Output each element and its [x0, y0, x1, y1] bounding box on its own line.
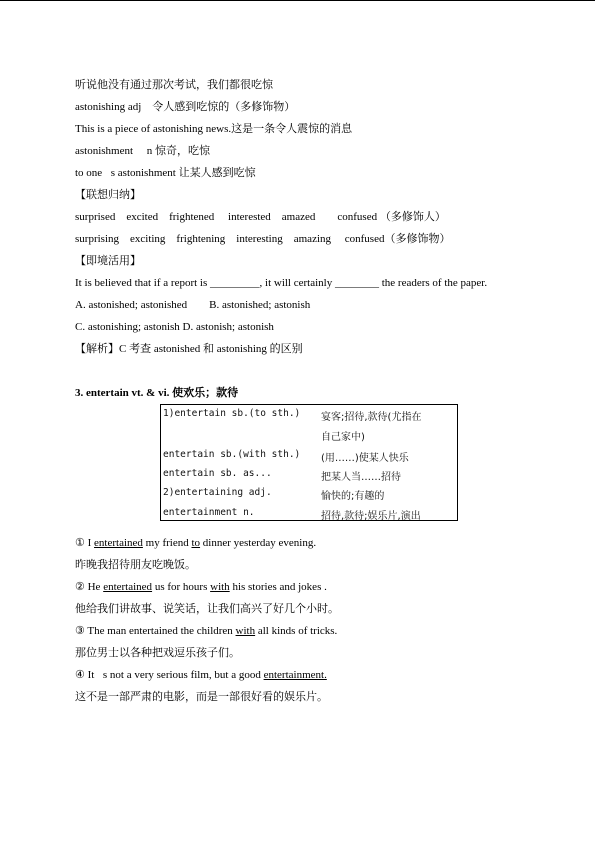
- example-sentence: [75, 580, 327, 594]
- example-translation: 这不是一部严肃的电影，而是一部很好看的娱乐片。: [75, 691, 328, 703]
- example-sentence: [75, 536, 316, 550]
- text-line: surprising exciting frightening interesting amazing confused（多修饰物）: [75, 233, 451, 245]
- example-translation: 昨晚我招待朋友吃晚饭。: [75, 559, 196, 571]
- example-sentence: [75, 668, 327, 682]
- underlined-word: to: [191, 537, 201, 549]
- example-translation: 那位男士以各种把戏逗乐孩子们。: [75, 647, 240, 659]
- answer-options: C. astonishing; astonish D. astonish; astonish: [75, 321, 274, 333]
- text-line: surprised excited frightened interested amazed confused （多修饰人）: [75, 211, 446, 223]
- text-span: ② He: [75, 581, 104, 593]
- underlined-word: entertained: [94, 537, 143, 549]
- table-cell: 把某人当……招待: [321, 472, 401, 483]
- text-line: This is a piece of astonishing news.这是一条令人震惊的消息: [75, 123, 353, 135]
- underlined-word: entertained: [103, 581, 153, 593]
- underlined-word: with: [235, 625, 256, 637]
- question-text: It is believed that if a report is _________, it will certainly ________ the readers of the paper.: [75, 277, 488, 289]
- underlined-word: entertainment.: [263, 669, 327, 681]
- table-cell: entertain sb.(with sth.): [163, 449, 301, 460]
- text-line: to one s astonishment 让某人感到吃惊: [75, 167, 256, 179]
- explanation: 【解析】C 考查 astonished 和 astonishing 的区别: [75, 343, 303, 355]
- text-line: 听说他没有通过那次考试，我们都很吃惊: [75, 79, 273, 91]
- table-cell: entertainment n.: [163, 507, 255, 518]
- table-cell: 宴客;招待,款待(尤指在: [321, 412, 422, 423]
- text-line: astonishing adj 令人感到吃惊的（多修饰物）: [75, 101, 296, 113]
- section-heading: 3. entertain vt. & vi. 使欢乐；款待: [75, 387, 239, 399]
- table-cell: (用……)使某人快乐: [321, 453, 409, 464]
- text-span: all kinds of tricks.: [255, 625, 338, 637]
- table-cell: entertain sb. as...: [163, 468, 272, 479]
- table-cell: 自己家中): [321, 432, 365, 443]
- underlined-word: with: [210, 581, 230, 593]
- section-label: 【即境活用】: [75, 255, 141, 267]
- answer-options: A. astonished; astonished B. astonished; astonish: [75, 299, 311, 311]
- text-span: ③ The man entertained the children: [75, 625, 236, 637]
- example-translation: 他给我们讲故事、说笑话，让我们高兴了好几个小时。: [75, 603, 339, 615]
- text-span: my friend: [142, 537, 192, 549]
- text-span: his stories and jokes .: [229, 581, 327, 593]
- text-span: us for hours: [152, 581, 211, 593]
- table-cell: 愉快的;有趣的: [321, 491, 385, 502]
- text-span: ④ It s not a very serious film, but a good: [75, 669, 264, 681]
- text-span: ① I: [75, 537, 95, 549]
- text-span: dinner yesterday evening.: [200, 537, 317, 549]
- section-label: 【联想归纳】: [75, 189, 141, 201]
- example-sentence: [75, 624, 337, 638]
- text-line: astonishment n 惊奇，吃惊: [75, 145, 211, 157]
- top-border: [0, 0, 595, 1]
- table-cell: 招待,款待;娱乐片,演出: [321, 511, 421, 522]
- table-cell: 1)entertain sb.(to sth.): [163, 408, 301, 419]
- usage-table: [160, 404, 458, 521]
- table-cell: 2)entertaining adj.: [163, 487, 272, 498]
